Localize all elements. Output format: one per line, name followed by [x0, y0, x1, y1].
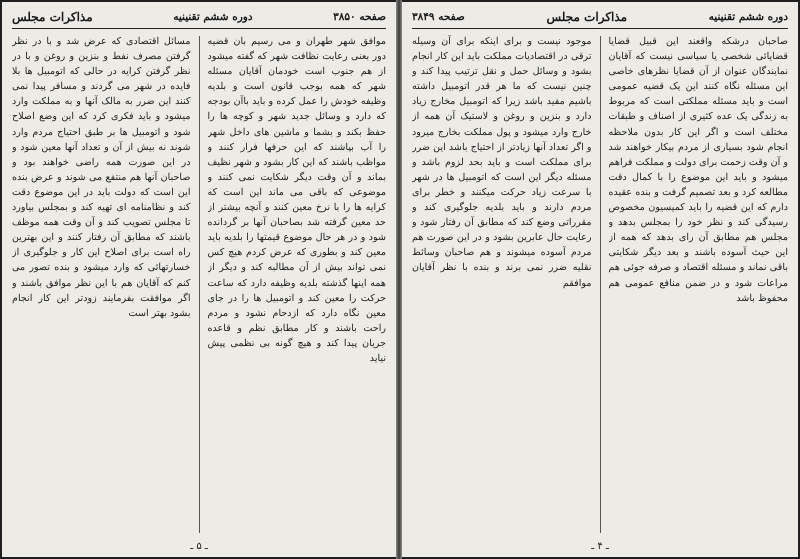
right-page-columns: [412, 34, 788, 535]
right-session-label: دوره ششم تقنینیه: [708, 11, 788, 23]
right-column-right: صاحبان درشکه واقعند این قبیل قضایا قضایائی شخصی یا سیاسی نیست که آقایان نمایندگان عنوان از آن قضایا نظرهای خاصی این مسئله نگاه کنند این یک قضیه عمومی است و باید مسئله مملکتی است که مربوط به زندگی یک عده کثیری از اصناف و طبقات مختلف است و اگر این کار بدون ملاحظه انجام شود بسیاری از مردم بیکار خواهند شد و آن وقت زحمت برای دولت و مملکت فراهم میشود و باید این موضوع را با کمال دقت مطالعه کرد و بعد تصمیم گرفت و بنده عقیده دارم که این قضیه را باید کمیسیون مخصوص رسیدگی کند و نظر خود را بمجلس بدهد و مجلس هم مطابق آن رای بدهد که همه از این حیث آسوده باشند و بعد دیگر شکایتی باقی نماند و مسئله اقتصاد و صرفه جوئی هم مراعات شود و در ضمن منافع عمومی هم محفوظ باشد: [608, 36, 788, 304]
left-column-divider: [199, 36, 200, 533]
right-page-title: مذاکرات مجلس: [546, 10, 628, 24]
left-page-footer: ـ ۵ ـ: [190, 541, 208, 552]
left-page: [2, 2, 396, 557]
left-page-number: صفحه ۳۸۵۰: [333, 11, 386, 23]
left-column-right: موافق شهر طهران و می رسیم بان قضیه دور بعنی رعایت نظافت شهر که گفته میشود از هم جنوب است خودمان آقایان مسئله شهر که همه بوجب قانون است و بلدیه وظیفه خودش را عمل کرده و باید باآن بودجه که دارد و وسائل جدید شهر و کوچه ها را حفظ بکند و بشما و ماشین های داخل شهر را آب بپاشند که این حرفها فرار کنند و مواظب باشند که این کار بشود و شهر نظیف بماند و آن وقت دیگر شکایت نمی کنند و موضوعی که باقی می ماند این است که کرایه ها را با نرخ معین کنند و آنچه بیشتر از حد معین گرفته شد بصاحبان آنها بر گردانده شود و در هر حال موضوع قیمتها را بلدیه باید معین کند و بطوری که عرض کردم هیچ کس نمی تواند بیش از آن مطالبه کند و دیگر از همه اینها گذشته بلدیه وظیفه دارد که ساعت حرکت را معین کند و اتومبیل ها را در جای معین نگاه دارد که ازدحام نشود و مردم راحت باشند و کار مطابق نظم و قاعده جریان پیدا کند و هیچ گونه بی نظمی پیش نیاید: [207, 36, 386, 364]
left-page-title: مذاکرات مجلس: [12, 10, 93, 24]
left-session-label: دوره ششم تقنینیه: [173, 11, 253, 23]
right-column-left: موجود نیست و برای اینکه برای آن وسیله ترقی در اقتصادیات مملکت باید این کار انجام بشود و وسائل حمل و نقل ترتیب پیدا کند و چنین نیست که ما هر قدر اتومبیل داشته باشیم مفید باشد زیرا که اتومبیل مخارج زیاد دارد و بنزین و روغن و لاستیک آن همه از خارج وارد میشود و پول مملکت بخارج میرود و اگر تعداد آنها زیادتر از احتیاج باشد این ضرر برای مملکت است و باید بحد لزوم باشد و مسئله دیگر این است که اتومبیل ها در شهر با سرعت زیاد حرکت میکنند و خطر برای مردم دارند و باید بلدیه جلوگیری کند و مقرراتی وضع کند که مطابق آن رفتار شود و رعایت حال عابرین بشود و در این صورت هم مردم آسوده میشوند و هم صاحبان وسائط نقلیه ضرر نمی برند و بنده با نظر آقایان موافقم: [412, 36, 592, 289]
right-column-divider: [600, 36, 601, 533]
right-page: [402, 2, 798, 557]
right-page-header: [412, 8, 788, 26]
right-header-rule: [412, 28, 788, 29]
right-page-number: صفحه ۳۸۴۹: [412, 11, 465, 23]
left-page-columns: [12, 34, 386, 535]
left-header-rule: [12, 28, 386, 29]
right-page-footer: ـ ۴ ـ: [591, 541, 609, 552]
left-column-left: مسائل اقتصادی که عرض شد و با در نظر گرفتن مصرف نفط و بنزین و روغن و با در نظر گرفتن کرایه در حالی که اتومبیل ها بلا فایده در شهر می گردند و مسافر پیدا نمی کنند این ضرر به مالک آنها و به مملکت وارد میشود و باید فکری کرد که این وضع اصلاح شود و اتومبیل ها بر طبق احتیاج مردم وارد شوند نه بیش از آن و تعداد آنها معین شود و در این صورت همه راضی خواهند بود و صاحبان آنها هم منتفع می شوند و عرض بنده این است که دولت باید در این موضوع دقت کند و نظامنامه ای تهیه کند و بمجلس بیاورد تا مجلس تصویب کند و آن وقت همه موظف باشند که مطابق آن رفتار کنند و این بهترین راه است برای اصلاح این کار و جلوگیری از خسارتهائی که وارد میشود و بنده تصور می کنم که آقایان هم با این نظر موافق باشند و اگر موافقت بفرمایند زودتر این کار انجام بشود بهتر است: [12, 36, 191, 319]
left-page-header: [12, 8, 386, 26]
